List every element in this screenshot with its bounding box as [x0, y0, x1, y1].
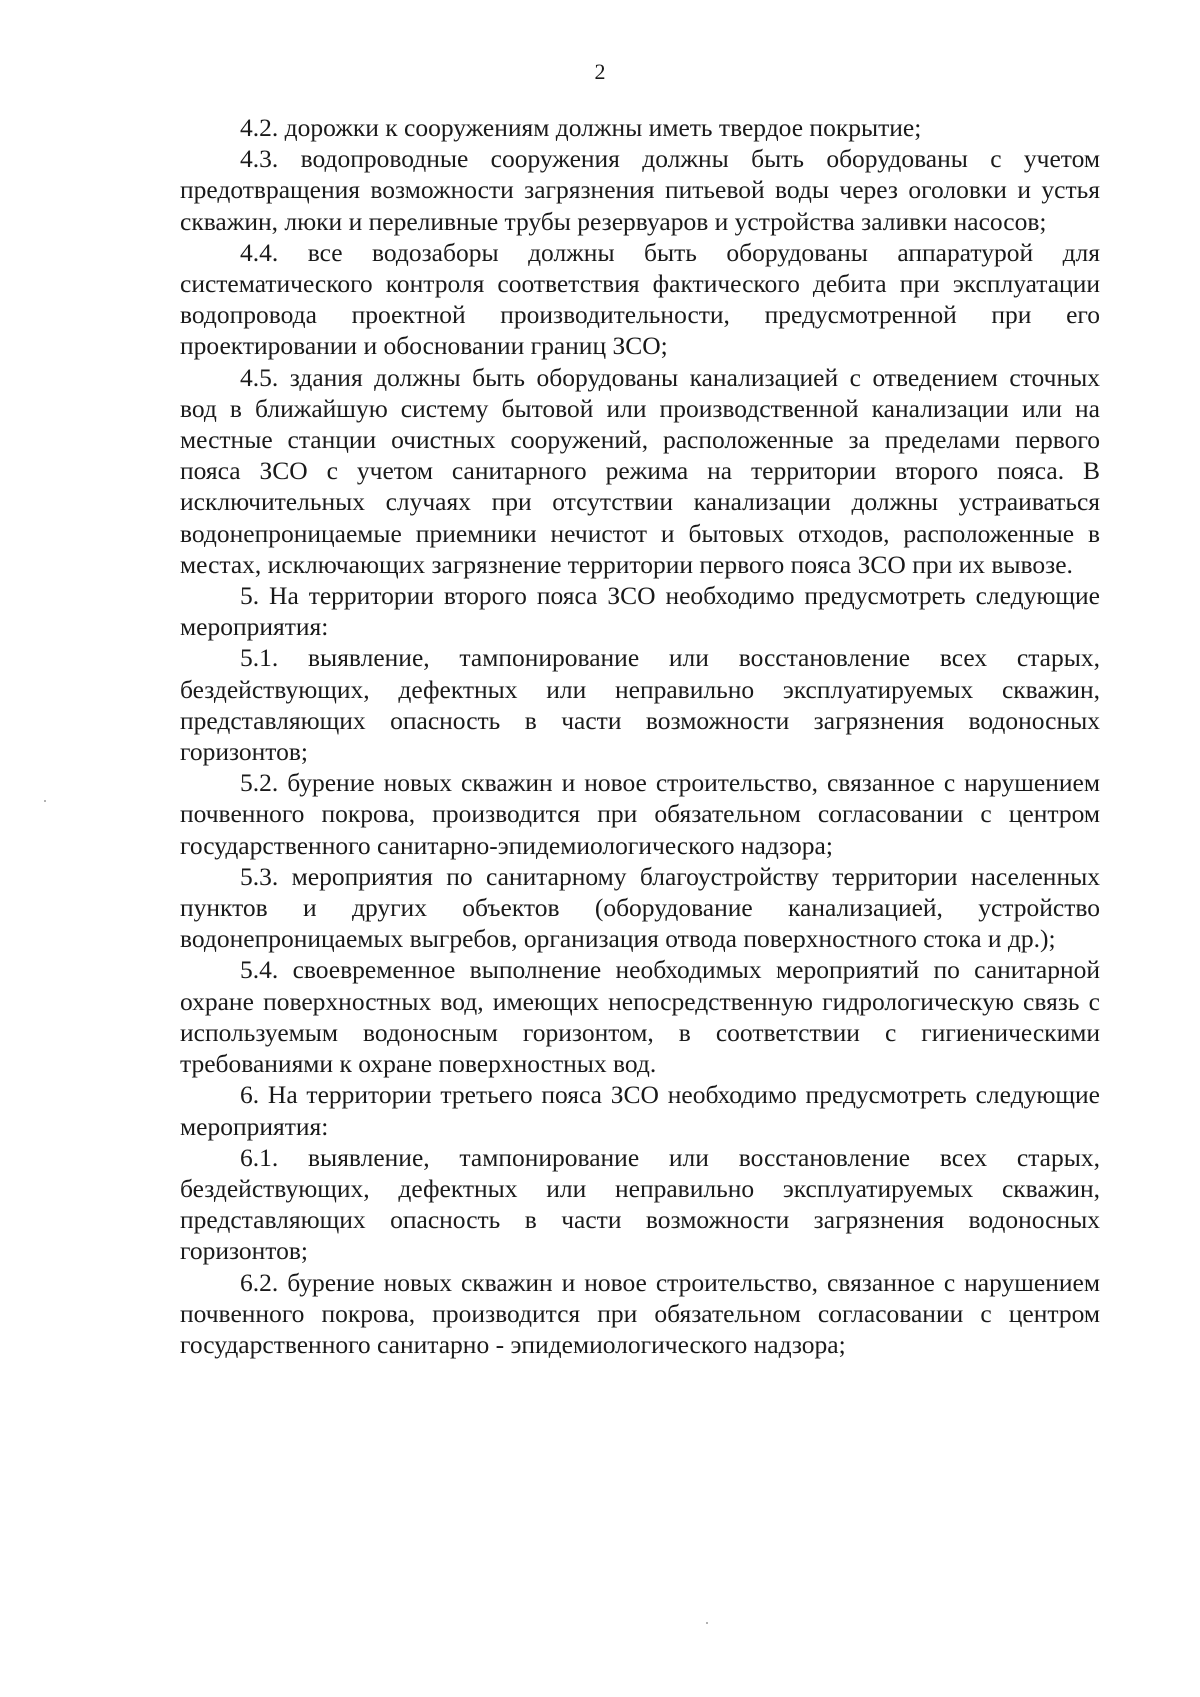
paragraph-5-3: 5.3. мероприятия по санитарному благоустройству территории населенных пунктов и других объектов (оборудование канализацией, устройство водонепроницаемых выгребов, организация отвода поверхностного стока и др.); [180, 861, 1100, 954]
paragraph-5-2: 5.2. бурение новых скважин и новое строительство, связанное с нарушением почвенного покрова, производится при обязательном согласовании с центром государственного санитарно-эпидемиологического надзора; [180, 768, 1100, 860]
paragraph-4-4: 4.4. все водозаборы должны быть оборудованы аппаратурой для систематического контроля соответствия фактического дебита при эксплуатации водопровода проектной производительности, предусмотренной при его проектировании и обосновании границ ЗСО; [180, 237, 1100, 361]
scan-speck [44, 800, 46, 802]
paragraph-5: 5. На территории второго пояса ЗСО необходимо предусмотреть следующие мероприятия: [180, 581, 1100, 642]
paragraph-5-4: 5.4. своевременное выполнение необходимых мероприятий по санитарной охране поверхностных вод, имеющих непосредственную гидрологическую связь с используемым водоносным горизонтом, в соответствии с гигиеническими требованиями к охране поверхностных вод. [180, 955, 1100, 1079]
paragraph-6-1: 6.1. выявление, тампонирование или восстановление всех старых, бездействующих, дефектных или неправильно эксплуатируемых скважин, представляющих опасность в части возможности загрязнения водоносных горизонтов; [180, 1142, 1100, 1266]
paragraph-4-3: 4.3. водопроводные сооружения должны быть оборудованы с учетом предотвращения возможности загрязнения питьевой воды через оголовки и устья скважин, люки и переливные трубы резервуаров и устройства заливки насосов; [180, 144, 1100, 236]
document-body [180, 112, 1100, 1360]
page-number: 2 [594, 59, 606, 84]
paragraph-6-2: 6.2. бурение новых скважин и новое строительство, связанное с нарушением почвенного покрова, производится при обязательном согласовании с центром государственного санитарно - эпидемиологического надзора; [180, 1267, 1100, 1359]
paragraph-6: 6. На территории третьего пояса ЗСО необходимо предусмотреть следующие мероприятия: [180, 1080, 1100, 1141]
paragraph-4-5: 4.5. здания должны быть оборудованы канализацией с отведением сточных вод в ближайшую систему бытовой или производственной канализации или на местные станции очистных сооружений, расположенные за пределами первого пояса ЗСО с учетом санитарного режима на территории второго пояса. В исключительных случаях при отсутствии канализации должны устраиваться водонепроницаемые приемники нечистот и бытовых отходов, расположенные в местах, исключающих загрязнение территории первого пояса ЗСО при их вывозе. [180, 362, 1100, 579]
paragraph-5-1: 5.1. выявление, тампонирование или восстановление всех старых, бездействующих, дефектных или неправильно эксплуатируемых скважин, представляющих опасность в части возможности загрязнения водоносных горизонтов; [180, 643, 1100, 767]
scan-speck [706, 1622, 708, 1624]
paragraph-4-2: 4.2. дорожки к сооружениям должны иметь твердое покрытие; [240, 113, 922, 142]
